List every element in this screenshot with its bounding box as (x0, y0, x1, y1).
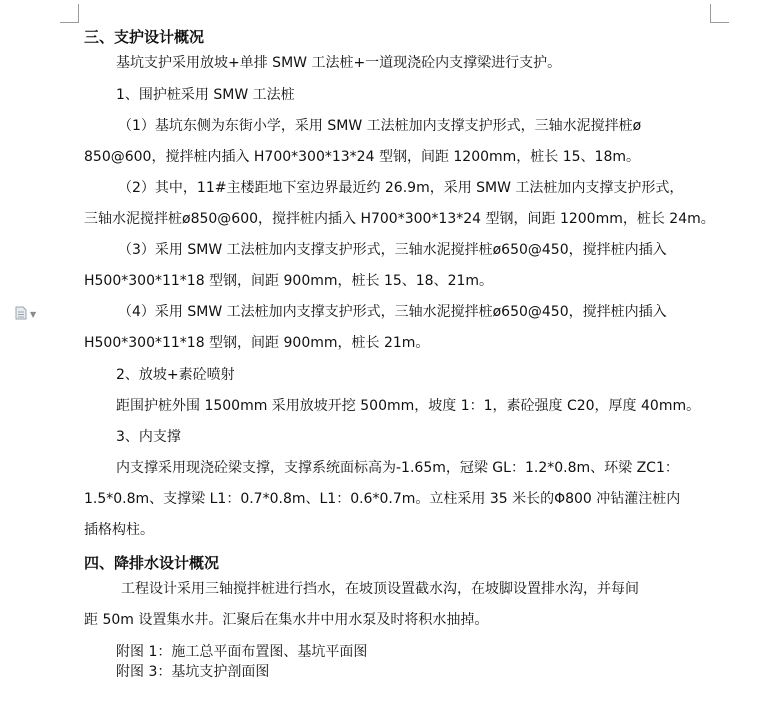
subheading-inner-brace: 3、内支撑 (116, 429, 181, 445)
brace-line-1: 内支撑采用现浇砼梁支撑，支撑系统面标高为-1.65m，冠梁 GL：1.2*0.8m、环梁 ZC1： (116, 460, 679, 476)
pile-item-3-line-1: （3）采用 SMW 工法桩加内支撑支护形式，三轴水泥搅拌桩ø650@450，搅拌桩内插入 (118, 242, 667, 258)
pile-item-4-line-1: （4）采用 SMW 工法桩加内支撑支护形式，三轴水泥搅拌桩ø650@450，搅拌桩内插入 (118, 304, 667, 320)
subheading-retaining-piles: 1、围护桩采用 SMW 工法桩 (116, 87, 295, 103)
page-corner-mark-left (60, 4, 79, 23)
support-intro: 基坑支护采用放坡+单排 SMW 工法桩+一道现浇砼内支撑梁进行支护。 (116, 55, 562, 71)
section-heading-support: 三、支护设计概况 (84, 28, 205, 46)
pile-item-1-line-1: （1）基坑东侧为东街小学，采用 SMW 工法桩加内支撑支护形式，三轴水泥搅拌桩ø (118, 118, 642, 134)
dewatering-line-2: 距 50m 设置集水井。汇聚后在集水井中用水泵及时将积水抽掉。 (84, 612, 489, 628)
slope-text: 距围护桩外围 1500mm 采用放坡开挖 500mm，坡度 1：1，素砼强度 C20，厚度 40mm。 (116, 398, 701, 414)
attachment-3: 附图 3：基坑支护剖面图 (116, 664, 270, 680)
page-corner-mark-right (710, 4, 729, 23)
dewatering-line-1: 工程设计采用三轴搅拌桩进行挡水，在坡顶设置截水沟，在坡脚设置排水沟，并每间 (121, 581, 639, 597)
section-heading-dewatering: 四、降排水设计概况 (84, 554, 220, 572)
chevron-down-icon: ▼ (30, 310, 37, 319)
paragraph-menu[interactable] (15, 305, 36, 324)
pile-item-2-line-1: （2）其中，11#主楼距地下室边界最近约 26.9m，采用 SMW 工法桩加内支撑支护形式， (118, 180, 684, 196)
brace-line-3: 插格构柱。 (84, 522, 154, 538)
document-icon (15, 305, 27, 324)
pile-item-1-line-2: 850@600，搅拌桩内插入 H700*300*13*24 型钢，间距 1200mm，桩长 15、18m。 (84, 149, 641, 165)
attachment-1: 附图 1：施工总平面布置图、基坑平面图 (116, 644, 368, 660)
pile-item-3-line-2: H500*300*11*18 型钢，间距 900mm，桩长 15、18、21m。 (84, 273, 494, 289)
pile-item-4-line-2: H500*300*11*18 型钢，间距 900mm，桩长 21m。 (84, 335, 430, 351)
subheading-slope: 2、放坡+素砼喷射 (116, 367, 235, 383)
brace-line-2: 1.5*0.8m、支撑梁 L1：0.7*0.8m、L1：0.6*0.7m。立柱采用 35 米长的Φ800 冲钻灌注桩内 (84, 491, 681, 507)
pile-item-2-line-2: 三轴水泥搅拌桩ø850@600，搅拌桩内插入 H700*300*13*24 型钢，间距 1200mm，桩长 24m。 (84, 211, 715, 227)
